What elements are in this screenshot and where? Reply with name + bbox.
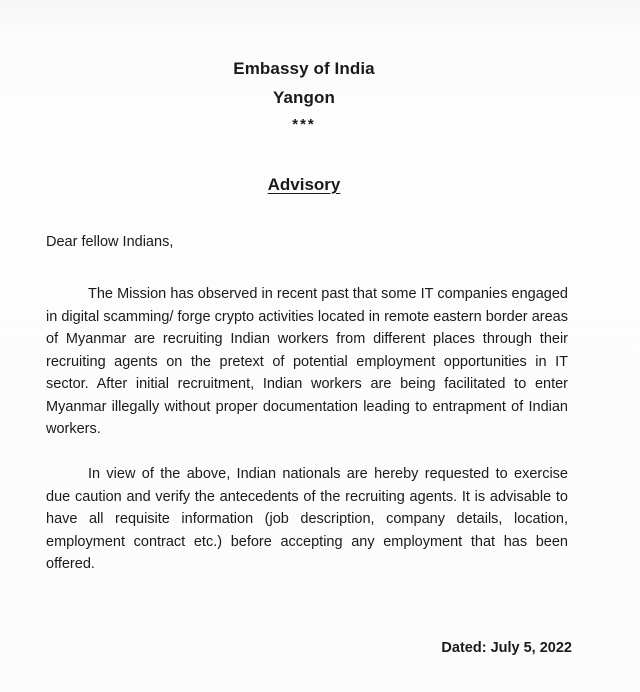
embassy-name: Embassy of India <box>233 59 375 78</box>
document-title <box>0 175 608 195</box>
paragraph-observation: The Mission has observed in recent past that some IT companies engaged in digital scamming/ forge crypto activities located in remote eastern border areas of Myanmar are recruiting Indian workers from different places through their recruiting agents on the pretext of potential employment opportunities in IT sector. After initial recruitment, Indian workers are being facilitated to enter Myanmar illegally without proper documentation leading to entrapment of Indian workers. <box>46 286 568 437</box>
salutation: Dear fellow Indians, <box>46 234 174 250</box>
document-date: Dated: July 5, 2022 <box>441 640 572 656</box>
header-separator: *** <box>292 116 316 133</box>
embassy-city: Yangon <box>273 88 335 107</box>
document-title-text: Advisory <box>267 175 341 194</box>
paragraph-request: In view of the above, Indian nationals are hereby requested to exercise due caution and verify the antecedents of the recruiting agents. It is advisable to have all requisite information (job description, company details, location, employment contract etc.) before accepting any employment that has been offered. <box>46 466 568 572</box>
